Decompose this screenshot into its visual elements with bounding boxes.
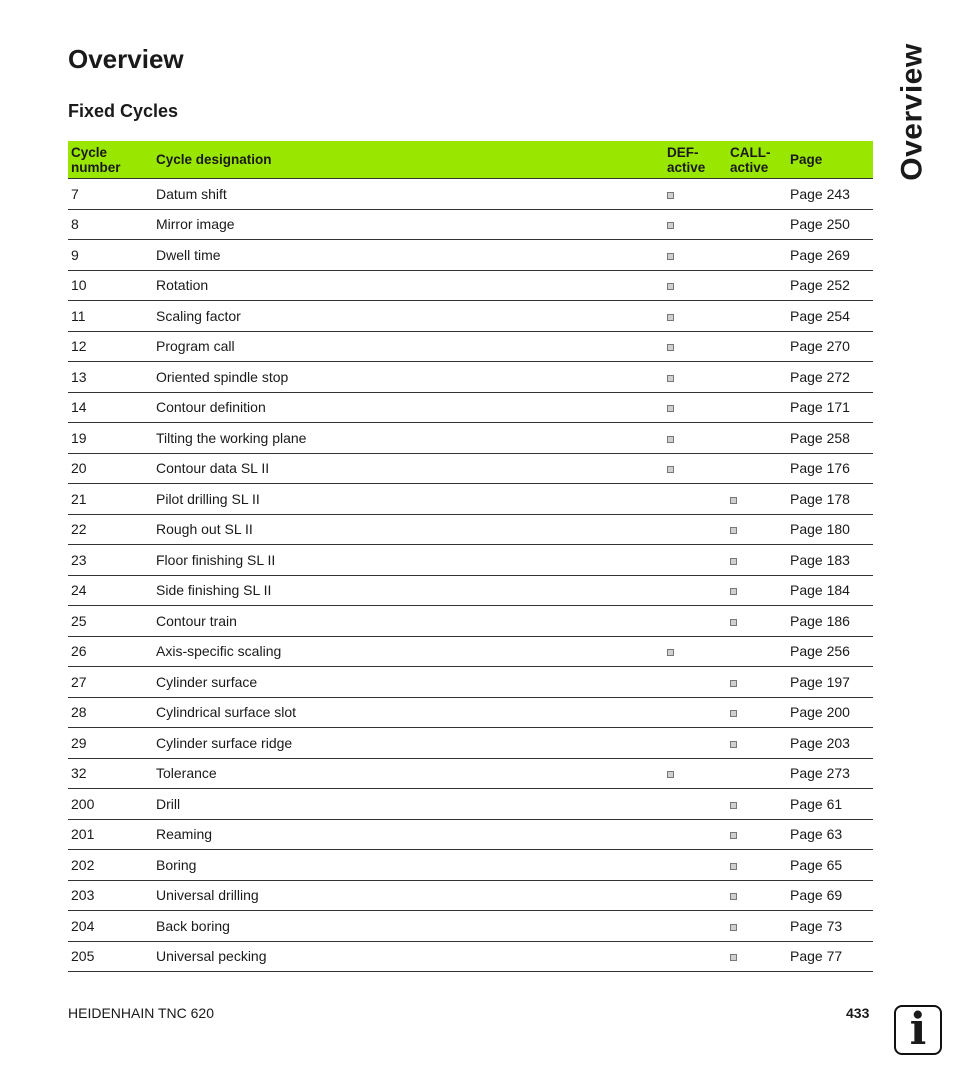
header-call-line1: CALL- (730, 144, 771, 160)
info-icon-glyph: i (909, 1004, 927, 1055)
def-active-mark-icon (667, 466, 674, 473)
cycle-number: 205 (68, 941, 153, 972)
page-reference-link[interactable]: Page 254 (787, 301, 873, 332)
call-active-cell (727, 545, 787, 576)
call-active-cell (727, 179, 787, 210)
call-active-cell (727, 301, 787, 332)
cycle-number: 28 (68, 697, 153, 728)
call-active-mark-icon (730, 680, 737, 687)
call-active-cell (727, 240, 787, 271)
def-active-cell (664, 789, 727, 820)
def-active-cell (664, 331, 727, 362)
table-row (68, 789, 873, 820)
def-active-cell (664, 179, 727, 210)
cycle-designation: Contour data SL II (153, 453, 664, 484)
cycle-number: 204 (68, 911, 153, 942)
call-active-cell (727, 484, 787, 515)
call-active-cell (727, 606, 787, 637)
side-tab (893, 42, 933, 182)
call-active-cell (727, 514, 787, 545)
cycle-number: 27 (68, 667, 153, 698)
page-reference-link[interactable]: Page 252 (787, 270, 873, 301)
table-row (68, 667, 873, 698)
call-active-mark-icon (730, 527, 737, 534)
page-reference-link[interactable]: Page 250 (787, 209, 873, 240)
cycle-designation: Datum shift (153, 179, 664, 210)
cycle-designation: Tilting the working plane (153, 423, 664, 454)
header-cycle-number-line1: Cycle (71, 144, 108, 160)
cycle-number: 22 (68, 514, 153, 545)
def-active-cell (664, 728, 727, 759)
page-reference-link[interactable]: Page 180 (787, 514, 873, 545)
def-active-mark-icon (667, 192, 674, 199)
cycle-number: 29 (68, 728, 153, 759)
call-active-cell (727, 819, 787, 850)
def-active-cell (664, 575, 727, 606)
table-row (68, 575, 873, 606)
cycle-designation: Mirror image (153, 209, 664, 240)
call-active-cell (727, 423, 787, 454)
page-reference-link[interactable]: Page 258 (787, 423, 873, 454)
def-active-cell (664, 392, 727, 423)
table-row (68, 209, 873, 240)
table-row (68, 179, 873, 210)
header-def-active (664, 141, 727, 179)
table-row (68, 941, 873, 972)
def-active-cell (664, 423, 727, 454)
cycle-number: 8 (68, 209, 153, 240)
call-active-cell (727, 209, 787, 240)
page-reference-link[interactable]: Page 69 (787, 880, 873, 911)
table-row (68, 880, 873, 911)
def-active-cell (664, 240, 727, 271)
def-active-cell (664, 545, 727, 576)
cycle-number: 20 (68, 453, 153, 484)
table-row (68, 423, 873, 454)
cycle-designation: Oriented spindle stop (153, 362, 664, 393)
cycle-number: 11 (68, 301, 153, 332)
page-reference-link[interactable]: Page 270 (787, 331, 873, 362)
cycle-designation: Boring (153, 850, 664, 881)
page-reference-link[interactable]: Page 61 (787, 789, 873, 820)
def-active-cell (664, 301, 727, 332)
cycle-number: 201 (68, 819, 153, 850)
page-title: Overview (68, 44, 184, 74)
def-active-cell (664, 758, 727, 789)
call-active-cell (727, 636, 787, 667)
def-active-mark-icon (667, 344, 674, 351)
table-row (68, 240, 873, 271)
def-active-mark-icon (667, 375, 674, 382)
header-call-active (727, 141, 787, 179)
cycle-designation: Universal drilling (153, 880, 664, 911)
def-active-cell (664, 636, 727, 667)
def-active-cell (664, 850, 727, 881)
def-active-mark-icon (667, 649, 674, 656)
call-active-mark-icon (730, 802, 737, 809)
cycle-designation: Back boring (153, 911, 664, 942)
page-reference-link[interactable]: Page 183 (787, 545, 873, 576)
cycle-designation: Dwell time (153, 240, 664, 271)
cycle-number: 19 (68, 423, 153, 454)
page-reference-link[interactable]: Page 65 (787, 850, 873, 881)
cycle-designation: Drill (153, 789, 664, 820)
call-active-mark-icon (730, 741, 737, 748)
table-row (68, 331, 873, 362)
table-row (68, 484, 873, 515)
def-active-cell (664, 819, 727, 850)
call-active-cell (727, 667, 787, 698)
table-row (68, 758, 873, 789)
cycle-number: 14 (68, 392, 153, 423)
call-active-cell (727, 697, 787, 728)
def-active-cell (664, 484, 727, 515)
fixed-cycles-table (68, 141, 873, 972)
cycle-number: 202 (68, 850, 153, 881)
cycle-designation: Cylinder surface (153, 667, 664, 698)
page-reference-link[interactable]: Page 176 (787, 453, 873, 484)
header-def-line1: DEF- (667, 144, 699, 160)
cycle-designation: Side finishing SL II (153, 575, 664, 606)
cycle-designation: Rotation (153, 270, 664, 301)
call-active-mark-icon (730, 588, 737, 595)
call-active-cell (727, 453, 787, 484)
call-active-cell (727, 270, 787, 301)
call-active-cell (727, 575, 787, 606)
page-reference-link[interactable]: Page 256 (787, 636, 873, 667)
header-cycle-designation: Cycle designation (153, 141, 664, 179)
table-row (68, 819, 873, 850)
cycle-designation: Contour definition (153, 392, 664, 423)
call-active-mark-icon (730, 710, 737, 717)
page-reference-link[interactable]: Page 171 (787, 392, 873, 423)
table-header (68, 141, 873, 179)
call-active-mark-icon (730, 832, 737, 839)
cycle-number: 10 (68, 270, 153, 301)
call-active-cell (727, 789, 787, 820)
call-active-cell (727, 911, 787, 942)
cycle-number: 26 (68, 636, 153, 667)
def-active-mark-icon (667, 253, 674, 260)
cycle-number: 21 (68, 484, 153, 515)
page-reference-link[interactable]: Page 273 (787, 758, 873, 789)
table-row (68, 606, 873, 637)
side-tab-label: Overview (896, 43, 930, 181)
def-active-cell (664, 911, 727, 942)
section-title: Fixed Cycles (68, 101, 179, 121)
def-active-mark-icon (667, 314, 674, 321)
page-reference-link[interactable]: Page 197 (787, 667, 873, 698)
call-active-cell (727, 758, 787, 789)
table-row (68, 636, 873, 667)
table-row (68, 911, 873, 942)
table-row (68, 270, 873, 301)
cycle-designation: Tolerance (153, 758, 664, 789)
header-cycle-number-line2: number (71, 159, 121, 175)
def-active-cell (664, 362, 727, 393)
cycle-designation: Reaming (153, 819, 664, 850)
cycle-designation: Rough out SL II (153, 514, 664, 545)
page-reference-link[interactable]: Page 200 (787, 697, 873, 728)
def-active-cell (664, 453, 727, 484)
cycle-designation: Cylinder surface ridge (153, 728, 664, 759)
def-active-mark-icon (667, 771, 674, 778)
page-reference-link[interactable]: Page 77 (787, 941, 873, 972)
table-header-row (68, 141, 873, 179)
cycle-number: 24 (68, 575, 153, 606)
info-icon (894, 1005, 942, 1055)
call-active-cell (727, 728, 787, 759)
table-body (68, 179, 873, 972)
table-row (68, 728, 873, 759)
call-active-cell (727, 880, 787, 911)
page-reference-link[interactable]: Page 243 (787, 179, 873, 210)
page-number: 433 (846, 1005, 870, 1021)
def-active-cell (664, 606, 727, 637)
footer-product: HEIDENHAIN TNC 620 (68, 1005, 215, 1021)
def-active-cell (664, 697, 727, 728)
table-row (68, 362, 873, 393)
def-active-cell (664, 880, 727, 911)
table-row (68, 392, 873, 423)
cycle-number: 9 (68, 240, 153, 271)
def-active-mark-icon (667, 283, 674, 290)
header-cycle-number (68, 141, 153, 179)
page-reference-link[interactable]: Page 184 (787, 575, 873, 606)
def-active-mark-icon (667, 222, 674, 229)
call-active-mark-icon (730, 558, 737, 565)
call-active-mark-icon (730, 863, 737, 870)
table-row (68, 850, 873, 881)
call-active-mark-icon (730, 619, 737, 626)
page-reference-link[interactable]: Page 203 (787, 728, 873, 759)
page-reference-link[interactable]: Page 178 (787, 484, 873, 515)
call-active-mark-icon (730, 497, 737, 504)
page-reference-link[interactable]: Page 73 (787, 911, 873, 942)
cycle-designation: Cylindrical surface slot (153, 697, 664, 728)
def-active-cell (664, 209, 727, 240)
def-active-cell (664, 941, 727, 972)
cycle-designation: Floor finishing SL II (153, 545, 664, 576)
cycle-designation: Contour train (153, 606, 664, 637)
call-active-mark-icon (730, 893, 737, 900)
cycle-number: 203 (68, 880, 153, 911)
cycle-designation: Universal pecking (153, 941, 664, 972)
table-row (68, 545, 873, 576)
table-row (68, 514, 873, 545)
page-reference-link[interactable]: Page 186 (787, 606, 873, 637)
cycle-designation: Program call (153, 331, 664, 362)
def-active-cell (664, 667, 727, 698)
call-active-mark-icon (730, 924, 737, 931)
header-call-line2: active (730, 159, 769, 175)
call-active-cell (727, 362, 787, 393)
header-def-line2: active (667, 159, 706, 175)
cycle-number: 32 (68, 758, 153, 789)
cycle-number: 13 (68, 362, 153, 393)
call-active-cell (727, 392, 787, 423)
def-active-cell (664, 270, 727, 301)
page-reference-link[interactable]: Page 63 (787, 819, 873, 850)
cycle-designation: Axis-specific scaling (153, 636, 664, 667)
cycle-number: 12 (68, 331, 153, 362)
header-page: Page (787, 141, 873, 179)
cycle-designation: Scaling factor (153, 301, 664, 332)
cycle-number: 25 (68, 606, 153, 637)
call-active-mark-icon (730, 954, 737, 961)
table-row (68, 301, 873, 332)
def-active-mark-icon (667, 436, 674, 443)
page-reference-link[interactable]: Page 269 (787, 240, 873, 271)
table-row (68, 697, 873, 728)
call-active-cell (727, 941, 787, 972)
table-row (68, 453, 873, 484)
cycle-number: 23 (68, 545, 153, 576)
def-active-mark-icon (667, 405, 674, 412)
call-active-cell (727, 331, 787, 362)
def-active-cell (664, 514, 727, 545)
cycle-number: 7 (68, 179, 153, 210)
call-active-cell (727, 850, 787, 881)
cycle-number: 200 (68, 789, 153, 820)
cycle-designation: Pilot drilling SL II (153, 484, 664, 515)
page-reference-link[interactable]: Page 272 (787, 362, 873, 393)
